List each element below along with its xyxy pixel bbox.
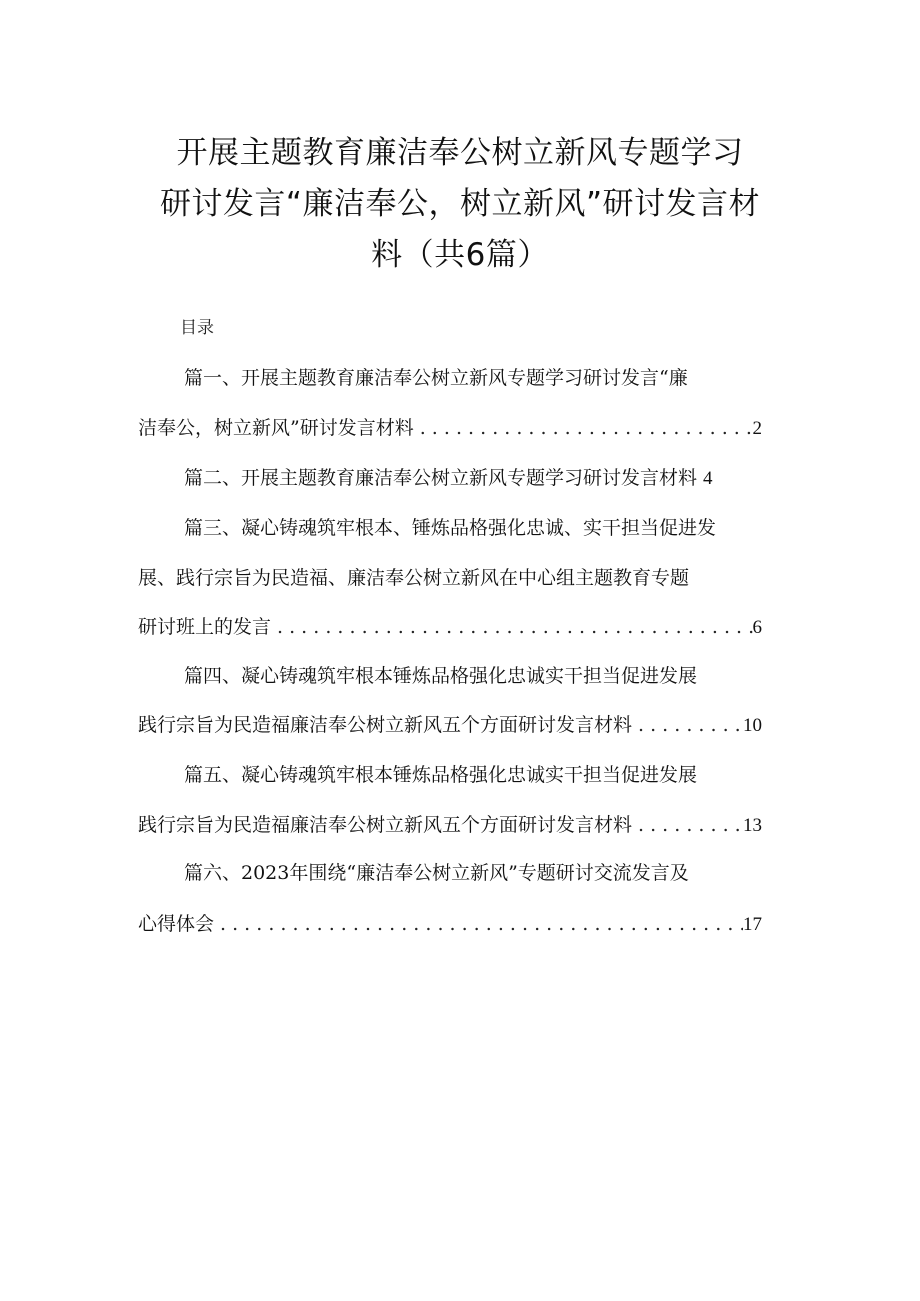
toc-page-number: 4 [703,468,713,489]
toc-entry-6-line-1[interactable]: 篇六、2023年围绕“廉洁奉公树立新风”专题研讨交流发言及 [184,862,689,884]
toc-entry-3-line-1[interactable]: 篇三、凝心铸魂筑牢根本、锤炼品格强化忠诚、实干担当促进发 [184,517,717,539]
toc-leader-dots [214,910,743,938]
toc-label: 目录 [180,318,214,338]
toc-leader-dots [414,414,753,442]
toc-entry-2-line-1[interactable]: 篇二、开展主题教育廉洁奉公树立新风专题学习研讨发言材料 4 [184,467,713,489]
toc-entry-5-line-1[interactable]: 篇五、凝心铸魂筑牢根本锤炼品格强化忠诚实干担当促进发展 [184,764,698,786]
title-line-1: 开展主题教育廉洁奉公树立新风专题学习 [176,135,744,171]
toc-entry-4-line-2[interactable]: 践行宗旨为民造福廉洁奉公树立新风五个方面研讨发言材料 . . . 10 [138,711,762,739]
toc-entry-1-line-2[interactable]: 洁奉公，树立新风”研讨发言材料 . . . 2 [138,414,762,442]
toc-entry-3-line-3[interactable]: 研讨班上的发言 . . . 6 [138,613,762,641]
title-line-2: 研讨发言“廉洁奉公，树立新风”研讨发言材 [159,186,761,222]
toc-entry-1-line-1[interactable]: 篇一、开展主题教育廉洁奉公树立新风专题学习研讨发言“廉 [184,367,688,389]
title-line-3: 料（共6篇） [371,237,549,273]
toc-entry-6-line-2[interactable]: 心得体会 . . . 17 [138,910,762,938]
document-title [120,128,800,281]
toc-entry-4-line-1[interactable]: 篇四、凝心铸魂筑牢根本锤炼品格强化忠诚实干担当促进发展 [184,665,698,687]
toc-page-number: 6 [752,617,762,638]
toc-leader-dots [632,811,743,839]
toc-page-number: 10 [743,715,762,736]
toc-entry-5-line-2[interactable]: 践行宗旨为民造福廉洁奉公树立新风五个方面研讨发言材料 . . . 13 [138,811,762,839]
toc-page-number: 13 [743,815,762,836]
toc-leader-dots [632,711,743,739]
toc-leader-dots [271,613,752,641]
toc-page-number: 2 [752,418,762,439]
toc-page-number: 17 [743,914,762,935]
toc-entry-3-line-2[interactable]: 展、践行宗旨为民造福、廉洁奉公树立新风在中心组主题教育专题 [138,567,690,589]
